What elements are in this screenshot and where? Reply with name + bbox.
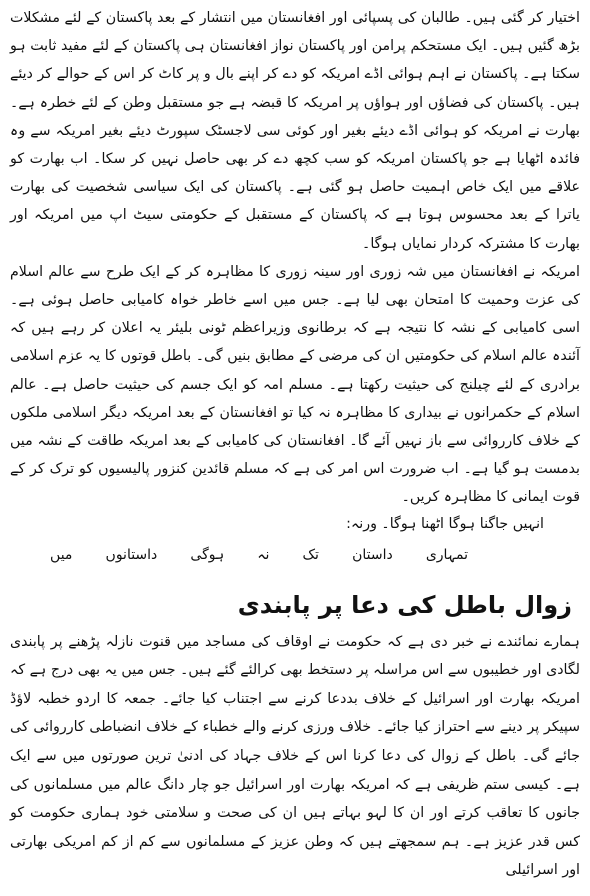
paragraph-1: اختیار کر گئی ہیں۔ طالبان کی پسپائی اور افغانستان میں انتشار کے بعد پاکستان کے لئے مشکلات بڑھ گئیں ہیں۔ ایک مستحکم پرامن اور پاکستان نواز افغانستان ہی پاکستان کے لئے مفید ثابت ہو سکتا ہے۔ پاکستان نے اہم ہوائی اڈے امریکہ کو دے کر اپنے بال و پر کاٹ کر اس کے حوالے کر دیئے ہیں۔ پاکستان کی فضاؤں اور ہواؤں پر امریکہ کا قبضہ ہے جو مستقبل وطن کے لئے خطرہ ہے۔ بھارت نے امریکہ کو ہوائی اڈے دیئے بغیر اور کوئی سی لاجسٹک سپورٹ دیئے بغیر امریکہ سے وہ فائدہ اٹھایا ہے جو پاکستان امریکہ کو سب کچھ دے کر بھی حاصل نہیں کر سکا۔ اب بھارت کو علاقے میں ایک خاص اہمیت حاصل ہو گئی ہے۔ پاکستان کی ایک سیاسی شخصیت کی بھارت یاترا کے بعد محسوس ہوتا ہے کہ پاکستان کے مستقبل کے حکومتی سیٹ اپ میں امریکہ اور بھارت کا مشترکہ کردار نمایاں ہوگا۔ bbox=[10, 10, 580, 252]
section-heading: زوال باطل کی دعا پر پابندی bbox=[237, 590, 572, 619]
intro-line: انہیں جاگنا ہوگا اٹھنا ہوگا۔ ورنہ: bbox=[346, 515, 544, 532]
paragraph-3: ہمارے نمائندے نے خبر دی ہے کہ حکومت نے اوقاف کی مساجد میں قنوت نازلہ پڑھنے پر پابندی لگادی اور خطیبوں سے اس مراسلہ پر دستخط بھی کرالئے گئے ہیں۔ جس میں یہ بھی درج ہے کہ امریکہ بھارت اور اسرائیل کے خلاف بددعا کرنے سے اجتناب کیا جائے۔ جمعہ کا اردو خطبہ لاؤڈ سپیکر پر دینے سے احتراز کیا جائے۔ خلاف ورزی کرنے والے خطباء کے خلاف انضباطی کارروائی کی جائے گی۔ باطل کے زوال کی دعا کرنا اس کے خلاف جہاد کی ادنیٰ ترین صورتوں میں سے ایک ہے۔ کیسی ستم ظریفی ہے کہ امریکہ بھارت اور اسرائیل جو چار دانگ عالم میں مسلمانوں کی جانوں کا تعاقب کرتے اور ان کا لہو بہاتے ہیں ان کی صحت و سلامتی خود ہماری حکومت کو کس قدر عزیز ہے۔ ہم سمجھتے ہیں کہ وطن عزیز کے مسلمانوں سے کم از کم امریکی بھارتی اور اسرائیلی bbox=[10, 633, 580, 879]
verse-word: تک bbox=[302, 546, 319, 563]
verse-word: داستان bbox=[352, 546, 393, 563]
paragraph-2: امریکہ نے افغانستان میں شہ زوری اور سینہ زوری کا مظاہرہ کر کے ایک طرح سے عالم اسلام کی عزت وحمیت کا امتحان بھی لیا ہے۔ جس میں اسے خاطر خواہ کامیابی حاصل ہوئی ہے۔ اسی کامیابی کے نشہ کا نتیجہ ہے کہ برطانوی وزیراعظم ٹونی بلیئر یہ اعلان کر رہے ہیں کہ آئندہ عالم اسلام کی حکومتیں ان کی مرضی کے مطابق بنیں گی۔ باطل قوتوں کا یہ عزم اسلامی برادری کے لئے چیلنج کی حیثیت رکھتا ہے۔ مسلم امہ کو ایک جسم کی حیثیت حاصل ہے۔ عالم اسلام کے حکمرانوں نے بیداری کا مظاہرہ نہ کیا تو افغانستان کے بعد امریکہ دیگر اسلامی ملکوں کے خلاف کارروائی سے باز نہیں آئے گا۔ افغانستان کی کامیابی کے بعد امریکہ طاقت کے نشہ میں بدمست ہو گیا ہے۔ اب ضرورت اس امر کی ہے کہ مسلم قائدین کنزور پالیسیوں کو ترک کر کے قوت ایمانی کا مظاہرہ کریں۔ bbox=[10, 263, 580, 506]
verse-word: ہوگی bbox=[190, 546, 225, 563]
verse-word: داستانوں bbox=[105, 546, 158, 563]
verse-word: تمہاری bbox=[425, 546, 468, 563]
verse-word: میں bbox=[50, 546, 73, 563]
verse-word: نہ bbox=[257, 546, 270, 563]
verse-line bbox=[50, 542, 468, 568]
